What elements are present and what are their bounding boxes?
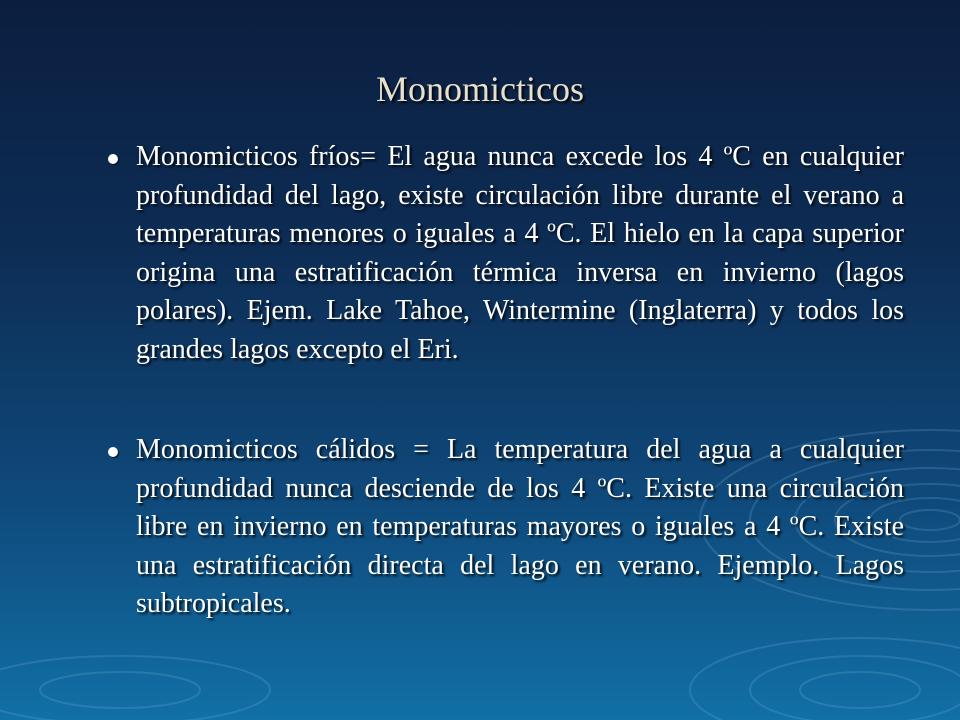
bullet-list: [108, 138, 904, 624]
bullet-dot-icon: [108, 154, 118, 164]
bullet-text: Monomicticos cálidos = La temperatura del agua a cualquier profundidad nunca desciende de los 4 ºC. Existe una circulación libre en invierno en temperaturas mayores o iguales a 4 ºC. Existe una estratificación directa del lago en verano. Ejemplo. Lagos subtropicales.: [136, 434, 904, 619]
bullet-dot-icon: [108, 447, 118, 457]
bullet-item-cold-monomictic: [108, 138, 904, 369]
bullet-item-warm-monomictic: [108, 431, 904, 624]
bullet-text: Monomicticos fríos= El agua nunca excede los 4 ºC en cualquier profundidad del lago, existe circulación libre durante el verano a temperaturas menores o iguales a 4 ºC. El hielo en la capa superior origina una estratificación térmica inversa en invierno (lagos polares). Ejem. Lake Tahoe, Wintermine (Inglaterra) y todos los grandes lagos excepto el Eri.: [136, 141, 904, 365]
slide-title: Monomicticos: [376, 69, 584, 109]
